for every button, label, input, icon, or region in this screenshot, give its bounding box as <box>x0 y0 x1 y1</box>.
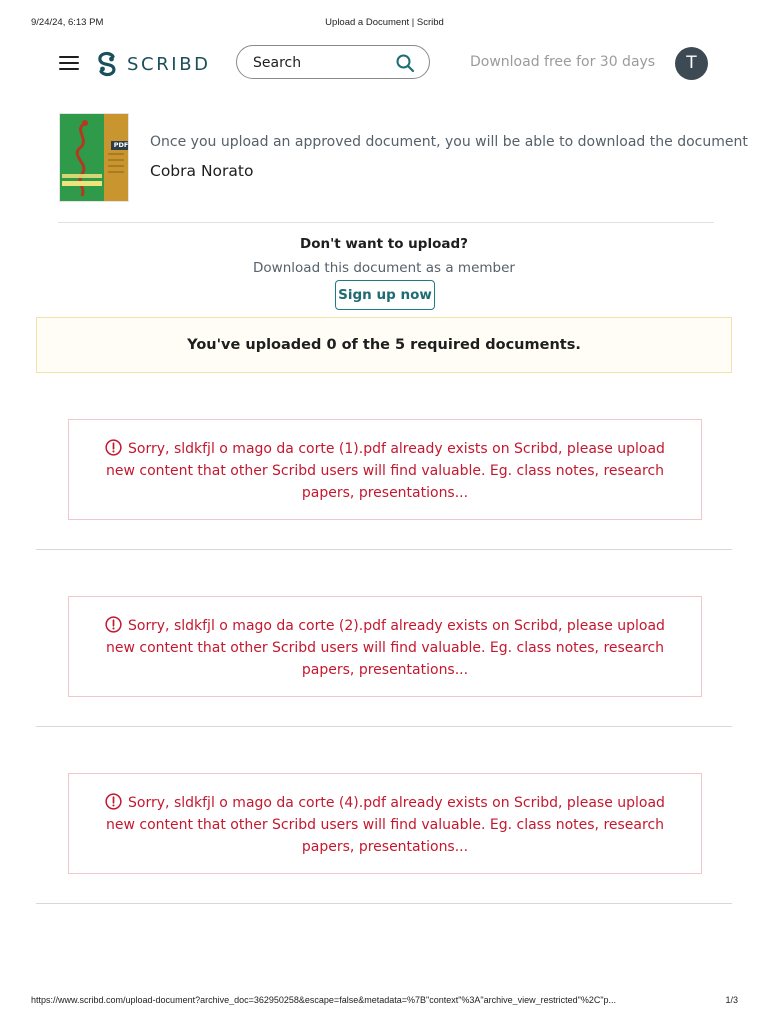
print-footer <box>31 995 738 1009</box>
print-url: https://www.scribd.com/upload-document?archive_doc=362950258&escape=false&metadata=%7B"context"%3A"archive_view_restricted"%2C"p... <box>31 995 617 1005</box>
print-datetime: 9/24/24, 6:13 PM <box>31 17 104 28</box>
scribd-logo-icon <box>96 51 118 77</box>
search-icon[interactable] <box>395 53 415 73</box>
upload-error-message: Sorry, sldkfjl o mago da corte (2).pdf already exists on Scribd, please upload new content that other Scribd users will find valuable. Eg. class notes, research papers, presentations... <box>105 618 665 678</box>
menu-icon[interactable] <box>59 56 79 72</box>
member-download-text: Download this document as a member <box>253 260 515 276</box>
upload-progress-banner <box>36 317 732 373</box>
logo-text: SCRIBD <box>127 53 211 75</box>
upload-error-item <box>36 596 732 773</box>
document-card <box>58 112 748 223</box>
document-title: Cobra Norato <box>150 162 254 180</box>
section-divider <box>36 726 732 727</box>
upload-progress-text: You've uploaded 0 of the 5 required documents. <box>187 337 581 353</box>
alert-circle-icon <box>105 793 122 810</box>
upload-error-box <box>68 773 702 874</box>
upload-approval-note: Once you upload an approved document, you will be able to download the document <box>150 134 748 150</box>
print-header <box>31 17 738 31</box>
upload-error-item <box>36 419 732 596</box>
alert-circle-icon <box>105 439 122 456</box>
navbar <box>56 43 712 85</box>
upload-error-message: Sorry, sldkfjl o mago da corte (4).pdf already exists on Scribd, please upload new content that other Scribd users will find valuable. Eg. class notes, research papers, presentations... <box>105 795 665 855</box>
upload-error-box <box>68 596 702 697</box>
scribd-logo[interactable] <box>96 51 211 77</box>
document-thumbnail <box>59 113 129 202</box>
upload-error-item <box>36 773 732 950</box>
section-divider <box>36 549 732 550</box>
user-avatar[interactable]: T <box>675 47 708 80</box>
cover-image-icon <box>60 114 128 201</box>
sign-up-button[interactable]: Sign up now <box>335 280 435 310</box>
download-free-link[interactable]: Download free for 30 days <box>470 54 656 70</box>
print-page-number: 1/3 <box>725 995 738 1005</box>
upload-error-box <box>68 419 702 520</box>
alert-circle-icon <box>105 616 122 633</box>
upload-error-message: Sorry, sldkfjl o mago da corte (1).pdf already exists on Scribd, please upload new content that other Scribd users will find valuable. Eg. class notes, research papers, presentations... <box>105 441 665 501</box>
no-upload-question: Don't want to upload? <box>300 236 468 252</box>
upload-error-list <box>36 419 732 950</box>
print-page-title: Upload a Document | Scribd <box>325 17 444 28</box>
section-divider <box>36 903 732 904</box>
pdf-badge: PDF <box>111 141 129 150</box>
search-input[interactable] <box>251 52 385 74</box>
search-box[interactable] <box>236 45 430 79</box>
